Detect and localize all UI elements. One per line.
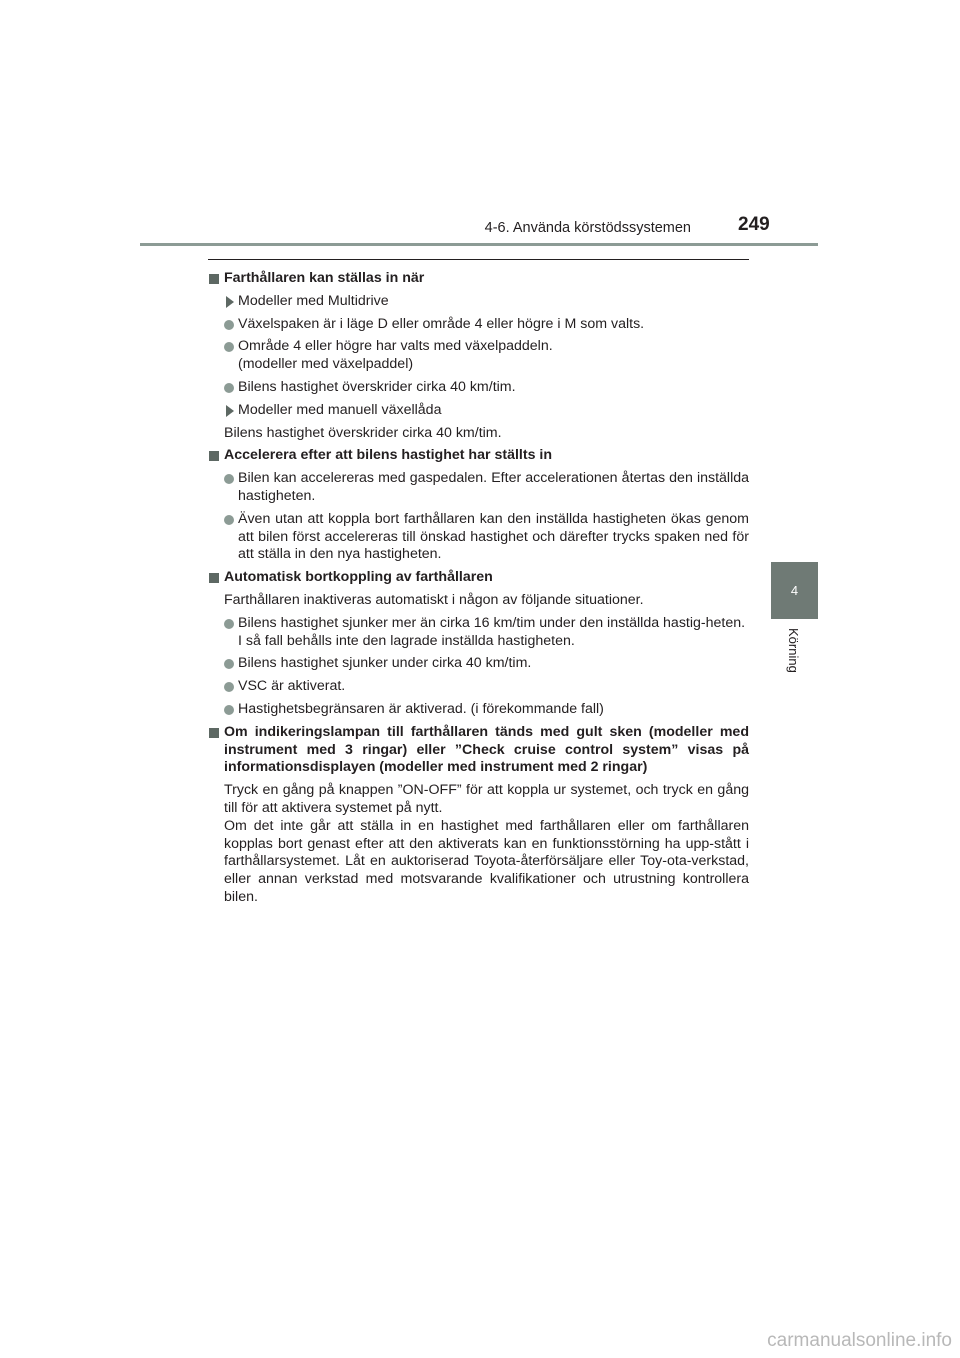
item-text: Bilens hastighet överskrider cirka 40 km/tim. — [224, 424, 502, 441]
round-bullet-icon — [224, 659, 234, 669]
round-bullet-icon — [224, 320, 234, 330]
chapter-tab — [771, 562, 818, 619]
text-line: (modeller med växelpaddel) — [238, 356, 414, 373]
item-text: Modeller med Multidrive — [238, 292, 389, 309]
section-heading — [208, 569, 749, 587]
item-text: Även utan att koppla bort farthållaren kan den inställda hastigheten ökas genom att bilen först accelereras till önskad hastighet och därefter trycks spaken ned för att ställa in den nya hastigheten. — [238, 510, 749, 563]
item-text: Bilen kan accelereras med gaspedalen. Efter accelerationen återtas den inställda hastigheten. — [238, 470, 749, 504]
model-condition-item — [208, 402, 749, 420]
square-bullet-icon — [209, 728, 219, 738]
model-condition-item — [208, 293, 749, 311]
bullet-item — [208, 379, 749, 397]
square-bullet-icon — [209, 573, 219, 583]
page-number: 249 — [738, 214, 770, 235]
item-text: Farthållaren inaktiveras automatiskt i någon av följande situationer. — [224, 591, 644, 608]
round-bullet-icon — [224, 474, 234, 484]
section-heading-text: Automatisk bortkoppling av farthållaren — [224, 569, 493, 586]
text-line: Bilens hastighet sjunker mer än cirka 16 km/tim under den inställda hastig-heten. — [238, 614, 746, 631]
bullet-item — [208, 678, 749, 696]
round-bullet-icon — [224, 682, 234, 692]
round-bullet-icon — [224, 342, 234, 352]
bullet-item — [208, 316, 749, 334]
triangle-arrow-icon — [226, 296, 234, 308]
watermark: carmanualsonline.info — [767, 1330, 952, 1351]
round-bullet-icon — [224, 515, 234, 525]
page-content — [208, 265, 749, 907]
section-heading-text: Farthållaren kan ställas in när — [224, 270, 425, 286]
header-divider — [140, 243, 818, 246]
bullet-item — [208, 338, 749, 374]
item-text: Hastighetsbegränsaren är aktiverad. (i förekommande fall) — [238, 700, 604, 717]
chapter-number: 4 — [790, 583, 799, 598]
section-heading — [208, 270, 749, 288]
square-bullet-icon — [209, 451, 219, 461]
paragraph — [208, 592, 749, 610]
header-section-title: 4-6. Använda körstödssystemen — [484, 220, 691, 236]
round-bullet-icon — [224, 619, 234, 629]
bullet-item — [208, 701, 749, 719]
bullet-item — [208, 615, 749, 651]
bullet-item — [208, 470, 749, 506]
bullet-item — [208, 511, 749, 564]
square-bullet-icon — [209, 274, 219, 284]
content-divider — [208, 259, 749, 260]
item-text: Modeller med manuell växellåda — [238, 401, 442, 418]
section-heading-text: Om indikeringslampan till farthållaren tänds med gult sken (modeller med instrument med 3 ringar) eller ”Check cruise control system” visas på informationsdisplayen (modeller med instrument med 2 ringar) — [224, 723, 749, 776]
section-heading-text: Accelerera efter att bilens hastighet har ställts in — [224, 447, 553, 464]
section-heading — [208, 447, 749, 465]
paragraph — [208, 782, 749, 907]
item-text: Växelspaken är i läge D eller område 4 eller högre i M som valts. — [238, 315, 645, 332]
triangle-arrow-icon — [226, 405, 234, 417]
text-line: Område 4 eller högre har valts med växelpaddeln. — [238, 338, 553, 355]
text-line: I så fall behålls inte den lagrade inställda hastigheten. — [238, 632, 575, 649]
item-text: VSC är aktiverat. — [238, 678, 346, 695]
bullet-item — [208, 655, 749, 673]
chapter-label: Körning — [786, 628, 801, 673]
paragraph — [208, 425, 749, 443]
round-bullet-icon — [224, 705, 234, 715]
item-text: Bilens hastighet sjunker under cirka 40 km/tim. — [238, 655, 532, 672]
section-heading — [208, 724, 749, 777]
text-line: Tryck en gång på knappen ”ON-OFF” för att koppla ur systemet, och tryck en gång till för att aktivera systemet på nytt. — [224, 782, 749, 816]
round-bullet-icon — [224, 383, 234, 393]
text-line: Om det inte går att ställa in en hastighet med farthållaren eller om farthållaren kopplas bort genast efter att den aktiverats kan en funktionsstörning ha upp-stått i farthållarsystemet. Låt en auktoriserad Toyota-återförsäljare eller Toy-ota-verkstad, eller annan verkstad med motsvarande kvalifikationer och utrustning kontrollera bilen. — [224, 817, 749, 905]
item-text: Bilens hastighet överskrider cirka 40 km/tim. — [238, 378, 516, 395]
